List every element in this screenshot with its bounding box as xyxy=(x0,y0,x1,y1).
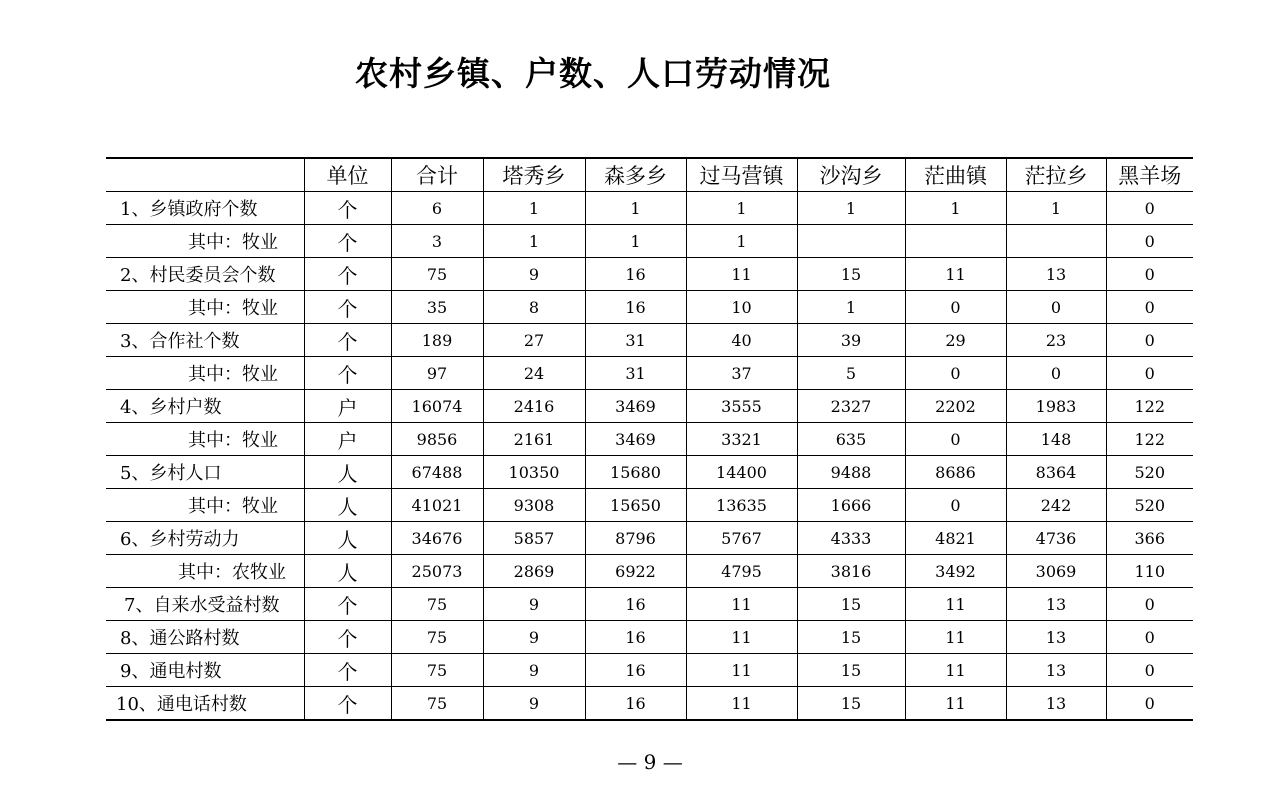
value-cell: 3321 xyxy=(686,423,797,456)
value-cell: 1 xyxy=(585,225,686,258)
value-cell: 4333 xyxy=(797,522,905,555)
value-cell: 5857 xyxy=(483,522,585,555)
value-cell: 0 xyxy=(1106,192,1193,225)
header-cell-total: 合计 xyxy=(391,158,483,192)
row-unit: 人 xyxy=(304,456,391,489)
value-cell: 8364 xyxy=(1006,456,1106,489)
value-cell: 0 xyxy=(905,423,1006,456)
value-cell: 35 xyxy=(391,291,483,324)
value-cell: 110 xyxy=(1106,555,1193,588)
value-cell: 2869 xyxy=(483,555,585,588)
value-cell: 25073 xyxy=(391,555,483,588)
value-cell: 1 xyxy=(686,192,797,225)
row-label: 2、村民委员会个数 xyxy=(106,258,304,291)
value-cell: 29 xyxy=(905,324,1006,357)
header-cell-taxiu: 塔秀乡 xyxy=(483,158,585,192)
value-cell: 4736 xyxy=(1006,522,1106,555)
value-cell: 24 xyxy=(483,357,585,390)
value-cell: 16074 xyxy=(391,390,483,423)
value-cell: 11 xyxy=(905,588,1006,621)
statistics-table xyxy=(106,157,1193,721)
header-cell-heiyangchang: 黑羊场 xyxy=(1106,158,1193,192)
value-cell: 0 xyxy=(905,291,1006,324)
value-cell: 1 xyxy=(483,225,585,258)
value-cell: 5767 xyxy=(686,522,797,555)
value-cell: 0 xyxy=(1106,588,1193,621)
value-cell: 0 xyxy=(1106,324,1193,357)
value-cell: 39 xyxy=(797,324,905,357)
value-cell: 75 xyxy=(391,687,483,721)
table-row xyxy=(106,654,1193,687)
row-label: 其中：牧业 xyxy=(106,357,304,390)
value-cell: 11 xyxy=(686,654,797,687)
table-row xyxy=(106,390,1193,423)
table-row xyxy=(106,192,1193,225)
value-cell: 8796 xyxy=(585,522,686,555)
value-cell: 0 xyxy=(1106,258,1193,291)
value-cell: 8 xyxy=(483,291,585,324)
header-cell-mangla: 茫拉乡 xyxy=(1006,158,1106,192)
page-title: 农村乡镇、户数、人口劳动情况 xyxy=(355,54,831,93)
value-cell: 9 xyxy=(483,621,585,654)
row-label: 10、通电话村数 xyxy=(106,687,304,721)
value-cell: 0 xyxy=(1106,654,1193,687)
value-cell: 122 xyxy=(1106,423,1193,456)
value-cell: 15 xyxy=(797,621,905,654)
table-row xyxy=(106,687,1193,721)
value-cell: 13 xyxy=(1006,588,1106,621)
value-cell: 3492 xyxy=(905,555,1006,588)
table-row xyxy=(106,225,1193,258)
row-label: 其中：牧业 xyxy=(106,423,304,456)
value-cell: 16 xyxy=(585,291,686,324)
value-cell xyxy=(1006,225,1106,258)
value-cell: 520 xyxy=(1106,489,1193,522)
header-cell-shagou: 沙沟乡 xyxy=(797,158,905,192)
row-unit: 个 xyxy=(304,258,391,291)
value-cell: 1983 xyxy=(1006,390,1106,423)
value-cell: 3069 xyxy=(1006,555,1106,588)
value-cell: 16 xyxy=(585,621,686,654)
value-cell: 189 xyxy=(391,324,483,357)
value-cell: 9 xyxy=(483,258,585,291)
value-cell: 40 xyxy=(686,324,797,357)
row-unit: 个 xyxy=(304,588,391,621)
value-cell: 242 xyxy=(1006,489,1106,522)
value-cell: 75 xyxy=(391,258,483,291)
value-cell: 2416 xyxy=(483,390,585,423)
table-row xyxy=(106,522,1193,555)
value-cell: 13 xyxy=(1006,621,1106,654)
value-cell: 0 xyxy=(1106,291,1193,324)
header-cell-unit: 单位 xyxy=(304,158,391,192)
row-unit: 个 xyxy=(304,291,391,324)
value-cell: 1 xyxy=(483,192,585,225)
value-cell: 366 xyxy=(1106,522,1193,555)
value-cell: 13 xyxy=(1006,654,1106,687)
row-label: 3、合作社个数 xyxy=(106,324,304,357)
value-cell: 9 xyxy=(483,687,585,721)
value-cell: 16 xyxy=(585,588,686,621)
row-unit: 个 xyxy=(304,324,391,357)
value-cell: 16 xyxy=(585,258,686,291)
value-cell: 3469 xyxy=(585,390,686,423)
value-cell: 1 xyxy=(1006,192,1106,225)
value-cell: 15 xyxy=(797,258,905,291)
value-cell: 0 xyxy=(905,357,1006,390)
value-cell: 15650 xyxy=(585,489,686,522)
value-cell: 2161 xyxy=(483,423,585,456)
row-unit: 个 xyxy=(304,687,391,721)
value-cell: 11 xyxy=(686,687,797,721)
value-cell: 1 xyxy=(797,291,905,324)
table-header-row xyxy=(106,158,1193,192)
value-cell: 13 xyxy=(1006,687,1106,721)
value-cell: 31 xyxy=(585,324,686,357)
value-cell: 15 xyxy=(797,687,905,721)
value-cell: 16 xyxy=(585,654,686,687)
value-cell: 6922 xyxy=(585,555,686,588)
value-cell: 11 xyxy=(905,258,1006,291)
table-row xyxy=(106,357,1193,390)
value-cell: 9308 xyxy=(483,489,585,522)
table-row xyxy=(106,423,1193,456)
value-cell: 13635 xyxy=(686,489,797,522)
value-cell: 1 xyxy=(585,192,686,225)
table-row xyxy=(106,324,1193,357)
table-row xyxy=(106,489,1193,522)
value-cell: 23 xyxy=(1006,324,1106,357)
table-row xyxy=(106,621,1193,654)
row-label: 7、自来水受益村数 xyxy=(106,588,304,621)
table-row xyxy=(106,291,1193,324)
table-row xyxy=(106,555,1193,588)
value-cell: 3816 xyxy=(797,555,905,588)
value-cell: 9856 xyxy=(391,423,483,456)
row-label: 5、乡村人口 xyxy=(106,456,304,489)
value-cell: 75 xyxy=(391,588,483,621)
row-label: 9、通电村数 xyxy=(106,654,304,687)
value-cell: 15680 xyxy=(585,456,686,489)
value-cell: 148 xyxy=(1006,423,1106,456)
value-cell: 9488 xyxy=(797,456,905,489)
row-label: 1、乡镇政府个数 xyxy=(106,192,304,225)
row-label: 4、乡村户数 xyxy=(106,390,304,423)
value-cell: 0 xyxy=(1106,357,1193,390)
value-cell: 1 xyxy=(905,192,1006,225)
header-cell-mangqu: 茫曲镇 xyxy=(905,158,1006,192)
value-cell: 2327 xyxy=(797,390,905,423)
value-cell: 8686 xyxy=(905,456,1006,489)
value-cell: 0 xyxy=(905,489,1006,522)
value-cell xyxy=(797,225,905,258)
value-cell: 11 xyxy=(905,654,1006,687)
value-cell: 15 xyxy=(797,654,905,687)
row-unit: 人 xyxy=(304,555,391,588)
table-row xyxy=(106,258,1193,291)
row-unit: 个 xyxy=(304,621,391,654)
value-cell: 5 xyxy=(797,357,905,390)
value-cell: 15 xyxy=(797,588,905,621)
row-label: 其中：牧业 xyxy=(106,489,304,522)
table-row xyxy=(106,588,1193,621)
value-cell: 0 xyxy=(1006,357,1106,390)
value-cell: 0 xyxy=(1106,621,1193,654)
value-cell: 16 xyxy=(585,687,686,721)
row-unit: 户 xyxy=(304,423,391,456)
row-unit: 个 xyxy=(304,654,391,687)
page-number: — 9 — xyxy=(617,750,683,774)
value-cell: 75 xyxy=(391,621,483,654)
value-cell: 11 xyxy=(686,621,797,654)
value-cell: 34676 xyxy=(391,522,483,555)
value-cell: 9 xyxy=(483,588,585,621)
value-cell: 75 xyxy=(391,654,483,687)
row-unit: 个 xyxy=(304,192,391,225)
value-cell: 1 xyxy=(686,225,797,258)
table-row xyxy=(106,456,1193,489)
value-cell: 3 xyxy=(391,225,483,258)
row-unit: 人 xyxy=(304,489,391,522)
value-cell: 41021 xyxy=(391,489,483,522)
value-cell: 11 xyxy=(686,258,797,291)
value-cell: 0 xyxy=(1106,225,1193,258)
row-unit: 人 xyxy=(304,522,391,555)
value-cell: 3469 xyxy=(585,423,686,456)
value-cell: 520 xyxy=(1106,456,1193,489)
value-cell: 97 xyxy=(391,357,483,390)
value-cell: 11 xyxy=(905,687,1006,721)
value-cell: 4795 xyxy=(686,555,797,588)
header-cell-senduo: 森多乡 xyxy=(585,158,686,192)
value-cell: 635 xyxy=(797,423,905,456)
value-cell: 3555 xyxy=(686,390,797,423)
value-cell: 11 xyxy=(905,621,1006,654)
value-cell: 37 xyxy=(686,357,797,390)
value-cell: 13 xyxy=(1006,258,1106,291)
value-cell: 2202 xyxy=(905,390,1006,423)
header-cell-guomaying: 过马营镇 xyxy=(686,158,797,192)
value-cell: 0 xyxy=(1106,687,1193,721)
value-cell: 4821 xyxy=(905,522,1006,555)
value-cell: 6 xyxy=(391,192,483,225)
value-cell: 14400 xyxy=(686,456,797,489)
row-label: 其中：牧业 xyxy=(106,291,304,324)
value-cell: 122 xyxy=(1106,390,1193,423)
value-cell: 31 xyxy=(585,357,686,390)
value-cell: 1666 xyxy=(797,489,905,522)
value-cell: 10350 xyxy=(483,456,585,489)
row-unit: 户 xyxy=(304,390,391,423)
row-unit: 个 xyxy=(304,357,391,390)
value-cell: 1 xyxy=(797,192,905,225)
value-cell: 27 xyxy=(483,324,585,357)
row-label: 其中：农牧业 xyxy=(106,555,304,588)
value-cell xyxy=(905,225,1006,258)
value-cell: 9 xyxy=(483,654,585,687)
value-cell: 67488 xyxy=(391,456,483,489)
row-label: 6、乡村劳动力 xyxy=(106,522,304,555)
value-cell: 10 xyxy=(686,291,797,324)
header-cell-label xyxy=(106,158,304,192)
row-unit: 个 xyxy=(304,225,391,258)
row-label: 8、通公路村数 xyxy=(106,621,304,654)
value-cell: 0 xyxy=(1006,291,1106,324)
row-label: 其中：牧业 xyxy=(106,225,304,258)
value-cell: 11 xyxy=(686,588,797,621)
